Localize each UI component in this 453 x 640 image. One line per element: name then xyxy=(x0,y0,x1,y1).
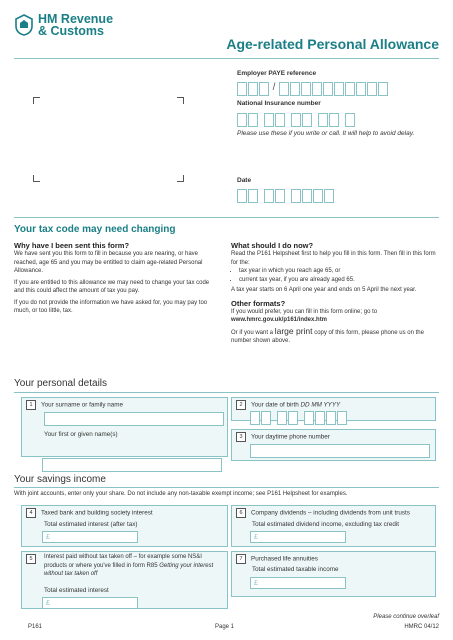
bullet-2: • current tax year, if you are already aged 65. xyxy=(239,276,436,285)
why-para-1: We have sent you this form to fill in because you are nearing, or have reached, age 65 and you may be entitled to claim age-related Personal Allowance. xyxy=(14,251,203,274)
what-bullets xyxy=(231,267,436,284)
page-title: Age-related Personal Allowance xyxy=(226,36,439,52)
what-column xyxy=(231,241,436,346)
currency-symbol: £ xyxy=(46,599,50,607)
savings-heading: Your savings income xyxy=(14,474,106,485)
address-corner-br xyxy=(177,175,184,182)
address-corner-bl xyxy=(33,175,40,182)
why-para-2: If you are entitled to this allowance we may need to change your tax code and this could affect the amount of tax you pay. xyxy=(14,279,210,294)
savings-divider xyxy=(14,487,439,488)
why-column xyxy=(14,241,219,316)
field7-label: Purchased life annuities xyxy=(251,555,318,563)
savings-intro: With joint accounts, enter only your share. Do not include any non-taxable exempt income; see P161 Helpsheet for examples. xyxy=(14,491,348,497)
page-number: Page 1 xyxy=(215,624,235,630)
what-para-1: Read the P161 Helpsheet first to help you fill in this form. Then fill in this form for the: xyxy=(231,251,436,266)
field7-sublabel: Total estimated taxable income xyxy=(252,566,339,573)
currency-symbol: £ xyxy=(254,533,258,541)
field-number-6: 6 xyxy=(236,508,246,518)
date-label: Date xyxy=(237,177,252,184)
large-print-text: large print xyxy=(274,325,313,336)
currency-symbol: £ xyxy=(46,533,50,541)
nino-label: National Insurance number xyxy=(237,100,321,107)
what-para-2: A tax year starts on 6 April one year and ends on 5 April the next year. xyxy=(231,287,417,293)
date-field[interactable] xyxy=(237,189,334,203)
why-para-3: If you do not provide the information we have asked for, you may pay too much, or too little, tax. xyxy=(14,299,208,314)
other-p2-a: Or if you want a xyxy=(231,329,274,336)
hmrc-url-link[interactable]: www.hmrc.gov.uk/p161/index.htm xyxy=(231,317,328,323)
field5-label-italic: Getting your interest without tax taken off xyxy=(44,562,214,577)
continue-note: Please continue overleaf xyxy=(373,614,439,620)
phone-input[interactable] xyxy=(250,444,430,458)
other-heading: Other formats? xyxy=(231,298,286,308)
field-number-3: 3 xyxy=(236,432,246,442)
dob-input[interactable] xyxy=(250,411,347,425)
field-number-2: 2 xyxy=(236,400,246,410)
form-code: P161 xyxy=(28,624,43,630)
address-corner-tl xyxy=(33,97,40,104)
header-divider xyxy=(14,58,439,59)
given-name-input[interactable] xyxy=(42,458,222,472)
surname-input[interactable] xyxy=(44,412,224,426)
dob-hint: DD MM YYYY xyxy=(300,401,341,409)
field6-label: Company dividends – including dividends from unit trusts xyxy=(251,509,410,517)
field-number-1: 1 xyxy=(26,400,36,410)
dob-label: Your date of birth xyxy=(251,401,299,409)
hmrc-logo-text xyxy=(38,13,113,37)
bullet-1: • tax year in which you reach age 65, or xyxy=(239,267,436,276)
field6-amount-input[interactable] xyxy=(250,531,346,543)
reference-note: Please use these if you write or call. It will help to avoid delay. xyxy=(237,130,415,137)
nino-field[interactable] xyxy=(237,113,355,127)
logo-line2: & Customs xyxy=(38,24,104,38)
address-corner-tr xyxy=(177,97,184,104)
field5-label: Interest paid without tax taken off – for example some NS&I products or where you've filled in form R85 xyxy=(44,554,202,569)
surname-label: Your surname or family name xyxy=(41,401,124,409)
hmrc-crest-icon xyxy=(14,14,34,36)
other-p2-b: copy of this form, please phone us on the number shown above. xyxy=(231,329,424,344)
personal-heading: Your personal details xyxy=(14,378,108,389)
slash-separator: / xyxy=(272,82,276,93)
field-number-7: 7 xyxy=(236,554,246,564)
field5-sublabel: Total estimated interest xyxy=(44,587,109,594)
why-heading: Why have I been sent this form? xyxy=(14,241,130,250)
taxcode-heading: Your tax code may need changing xyxy=(14,224,176,235)
field7-panel xyxy=(231,551,436,597)
other-para-2 xyxy=(231,327,436,346)
taxcode-divider xyxy=(14,217,439,218)
what-heading: What should I do now? xyxy=(231,241,314,250)
field5-amount-input[interactable] xyxy=(42,597,138,609)
field-number-4: 4 xyxy=(26,508,36,518)
field4-sublabel: Total estimated interest (after tax) xyxy=(44,521,138,528)
field4-amount-input[interactable] xyxy=(42,531,138,543)
field-number-5: 5 xyxy=(26,554,36,564)
logo-line1: HM Revenue xyxy=(38,12,114,26)
phone-label: Your daytime phone number xyxy=(251,433,330,441)
paye-reference-field[interactable] xyxy=(237,82,388,96)
field6-sublabel: Total estimated dividend income, excluding tax credit xyxy=(252,521,400,528)
field7-amount-input[interactable] xyxy=(250,577,346,589)
field4-label: Taxed bank and building society interest xyxy=(41,509,153,517)
personal-divider xyxy=(14,392,439,393)
paye-label: Employer PAYE reference xyxy=(237,70,317,77)
form-ref: HMRC 04/12 xyxy=(404,624,439,630)
currency-symbol: £ xyxy=(254,579,258,587)
personal-left-panel xyxy=(21,397,228,457)
other-para-1: If you would prefer, you can fill in this form online; go to xyxy=(231,308,378,315)
given-name-label: Your first or given name(s) xyxy=(44,431,118,438)
